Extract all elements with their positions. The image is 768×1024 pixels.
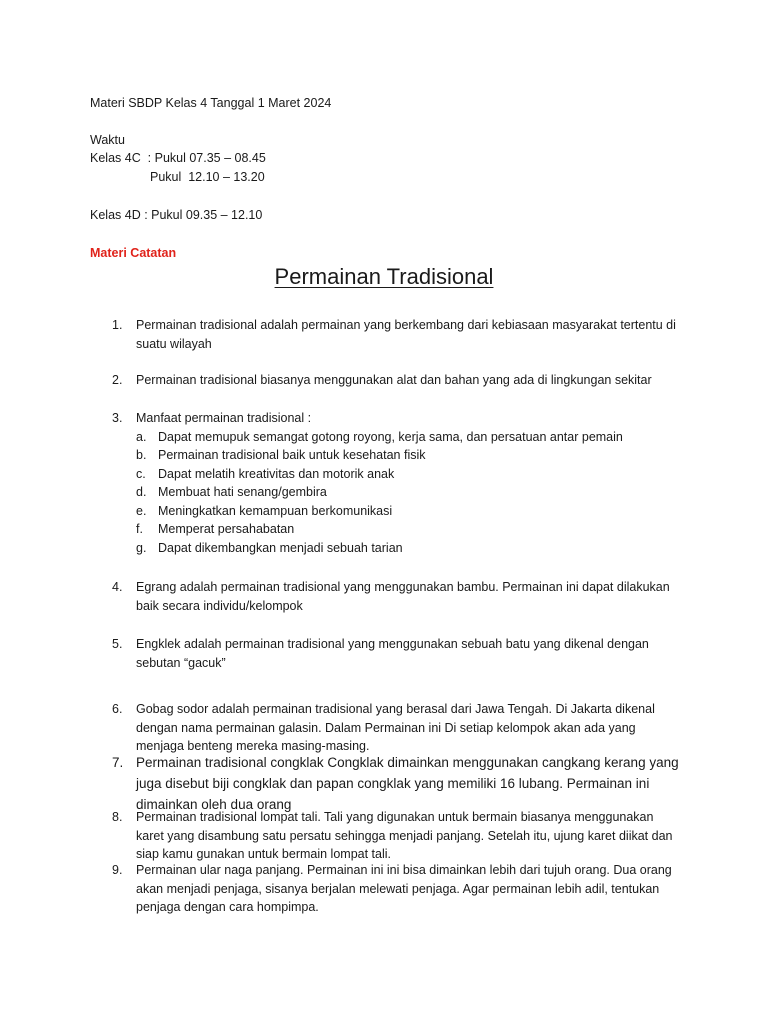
sub-letter: f. <box>136 522 143 536</box>
list-item <box>112 371 682 390</box>
item-number: 9. <box>112 863 123 877</box>
item-lead-text: Permainan tradisional congklak <box>136 755 324 770</box>
list-item <box>112 409 682 557</box>
materi-catatan-label: Materi Catatan <box>90 246 177 260</box>
waktu-label: Waktu <box>90 133 125 147</box>
page-title: Permainan Tradisional <box>274 264 494 289</box>
item-text: Engklek adalah permainan tradisional yang menggunakan sebuah batu yang dikenal dengan sebutan “gacuk” <box>136 637 649 670</box>
sub-letter: g. <box>136 540 147 555</box>
item-number: 3. <box>112 411 123 425</box>
sub-text: Permainan tradisional baik untuk kesehatan fisik <box>158 448 426 462</box>
item-text: Permainan tradisional adalah permainan yang berkembang dari kebiasaan masyarakat tertentu di suatu wilayah <box>136 318 676 351</box>
sub-text: Dapat memupuk semangat gotong royong, kerja sama, dan persatuan antar pemain <box>158 429 623 444</box>
list-item <box>112 635 682 672</box>
kelas-4d-line: Kelas 4D : Pukul 09.35 – 12.10 <box>90 208 263 222</box>
item-number: 1. <box>112 318 123 332</box>
sub-list-item <box>136 446 682 465</box>
list-item <box>112 808 682 864</box>
sub-list-item <box>136 428 682 447</box>
kelas-4c-line-2: Pukul 12.10 – 13.20 <box>150 170 265 184</box>
item-text: Congklak dimainkan menggunakan cangkang kerang yang juga disebut biji congklak dan papan congklak yang memiliki 16 lubang. Permainan ini dimainkan oleh dua orang <box>136 755 679 812</box>
sub-letter: c. <box>136 466 146 481</box>
list-item <box>112 861 682 917</box>
item-number: 5. <box>112 637 123 651</box>
item-number: 7. <box>112 755 124 770</box>
list-item <box>112 316 682 353</box>
sub-list-item <box>136 483 682 502</box>
item-text: Permainan tradisional lompat tali. Tali yang digunakan untuk bermain biasanya menggunakan karet yang disambung satu persatu sehingga menjadi panjang. Setelah itu, ujung karet diikat dan siap kamu gunakan untuk bermain lompat tali. <box>136 810 673 861</box>
list-item <box>112 752 682 815</box>
sub-list-item <box>136 465 682 484</box>
item-number: 2. <box>112 373 123 387</box>
list-item <box>112 578 682 615</box>
sub-list <box>136 428 682 558</box>
sub-letter: d. <box>136 485 147 499</box>
sub-list-item <box>136 502 682 521</box>
header-line: Materi SBDP Kelas 4 Tanggal 1 Maret 2024 <box>90 96 332 110</box>
item-text: Permainan ular naga panjang. Permainan ini ini bisa dimainkan lebih dari tujuh orang. Dua orang akan menjadi penjaga, sisanya berjalan melewati penjaga. Agar permainan lebih adil, tentukan penjaga dengan cara hompimpa. <box>136 863 672 914</box>
item-number: 6. <box>112 702 123 716</box>
sub-text: Membuat hati senang/gembira <box>158 485 327 499</box>
item-number: 4. <box>112 580 123 594</box>
sub-list-item <box>136 520 682 539</box>
sub-letter: b. <box>136 448 147 462</box>
sub-letter: e. <box>136 503 147 518</box>
sub-letter: a. <box>136 429 147 444</box>
item-text: Gobag sodor adalah permainan tradisional yang berasal dari Jawa Tengah. Di Jakarta dikenal dengan nama permainan galasin. Dalam Permainan ini Di setiap kelompok akan ada yang menjaga benteng mereka masing-masing. <box>136 702 655 753</box>
sub-text: Dapat melatih kreativitas dan motorik anak <box>158 466 395 481</box>
item-text: Egrang adalah permainan tradisional yang menggunakan bambu. Permainan ini dapat dilakukan baik secara individu/kelompok <box>136 580 670 613</box>
sub-text: Dapat dikembangkan menjadi sebuah tarian <box>158 540 403 555</box>
item-number: 8. <box>112 810 123 824</box>
sub-text: Memperat persahabatan <box>158 522 295 536</box>
sub-list-item <box>136 539 682 558</box>
list-item <box>112 700 682 756</box>
item-text: Manfaat permainan tradisional : <box>136 411 312 425</box>
item-text: Permainan tradisional biasanya menggunakan alat dan bahan yang ada di lingkungan sekitar <box>136 373 652 387</box>
sub-text: Meningkatkan kemampuan berkomunikasi <box>158 503 393 518</box>
kelas-4c-line-1: Kelas 4C : Pukul 07.35 – 08.45 <box>90 151 266 165</box>
